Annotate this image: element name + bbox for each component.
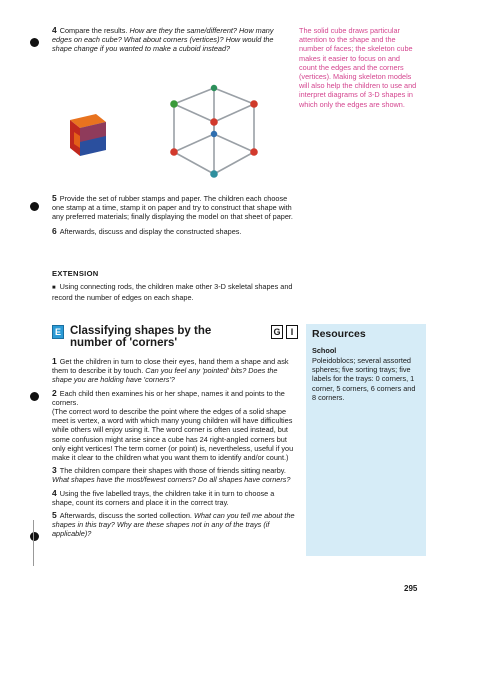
step-6 [52, 227, 298, 236]
step-number: 5 [52, 510, 57, 521]
resources-subheading: School [312, 346, 337, 355]
item-text: Compare the results. [59, 26, 128, 35]
solid-cube-image [64, 112, 110, 160]
resources-heading: Resources [312, 328, 366, 340]
step-2-note: (The correct word to describe the point where the edges of a solid shape meet is vertex, a word with which many young children will have difficulties while others will enjoy using it. The word corner is often used instead, but some confusion might arise since a cube has 24 right-angled corners but only eight vertices! The term corner (or point) is, nevertheless, useful if you make it clear to the children what you want them to identify and/or count.) [52, 407, 294, 463]
step-text: Each child then examines his or her shape, names it and points to the corners. [52, 388, 285, 407]
step-text: Using the five labelled trays, the children take it in turn to choose a shape, count its corners and place it in the correct tray. [52, 488, 275, 507]
step-5 [52, 194, 298, 222]
step-number: 5 [52, 193, 57, 203]
margin-bullet [30, 38, 39, 47]
step-1 [52, 357, 298, 385]
step-number: 3 [52, 465, 57, 476]
step-number: 2 [52, 387, 57, 398]
item-question: How are they the same/different? How many edges on each cube? What about corners (vertices)? How would the shape change if you wanted to make a cuboid instead? [52, 26, 274, 54]
section-title: Classifying shapes by the number of 'corners' [70, 325, 212, 349]
section-heading [52, 325, 298, 351]
step-number: 4 [52, 487, 57, 498]
group-badge: G [271, 325, 283, 339]
step-3 [52, 466, 298, 484]
step-text: Get the children in turn to close their eyes, hand them a shape and ask them to describe it by touch. [52, 357, 289, 376]
steps-b [52, 357, 298, 539]
margin-rule [33, 520, 34, 566]
page-number: 295 [404, 584, 418, 593]
step-2 [52, 389, 298, 407]
step-question: What can you tell me about the shapes in this tray? Why are these shapes not in any of the trays (if applicable)? [52, 511, 295, 539]
resources-box [306, 324, 426, 556]
step-question: Can you feel any 'pointed' bits? Does the shape you are holding have 'corners'? [52, 366, 278, 385]
step-number: 1 [52, 356, 57, 366]
step-text: Provide the set of rubber stamps and paper. The children each choose one stamp at a time, stamp it on paper and try to construct that shape with any preferred materials; finally displaying the model on that sheet of paper. [52, 194, 293, 222]
step-5 [52, 511, 298, 539]
step-question: What shapes have the most/fewest corners? Do all shapes have corners? [52, 475, 291, 485]
margin-bullet [30, 392, 39, 401]
step-number: 6 [52, 225, 57, 236]
extension-section [52, 269, 298, 302]
resources-text: Poleidoblocs; several assorted spheres; five sorting trays; five labels for the trays: 0 corners, 1 corner, 5 corners, 6 corners and 8 corners. [312, 356, 416, 402]
individual-badge: I [286, 325, 298, 339]
step-text: Afterwards, discuss the sorted collection. [59, 511, 192, 521]
step-text: The children compare their shapes with those of friends sitting nearby. [59, 466, 286, 476]
margin-bullet [30, 532, 39, 541]
extension-heading: EXTENSION [52, 269, 99, 278]
skeleton-cube-image [162, 82, 272, 182]
item-number: 4 [52, 25, 57, 35]
extension-text: Using connecting rods, the children make other 3-D skeletal shapes and record the number of edges on each shape. [52, 282, 293, 303]
sidebar-note: The solid cube draws particular attention to the shape and the number of faces; the skeleton cube makes it easier to focus on and count the edges and the corners (vertices). Making skeleton models will also help the children to use and interpret diagrams of 3-D shapes in which only the edges are shown. [299, 26, 417, 109]
steps-a [52, 194, 298, 236]
square-bullet-icon: ■ [52, 285, 56, 291]
margin-bullet [30, 202, 39, 211]
item-4-paragraph [52, 26, 287, 54]
step-text: Afterwards, discuss and display the constructed shapes. [59, 226, 242, 236]
step-4 [52, 489, 298, 507]
section-letter-badge: E [52, 325, 64, 339]
